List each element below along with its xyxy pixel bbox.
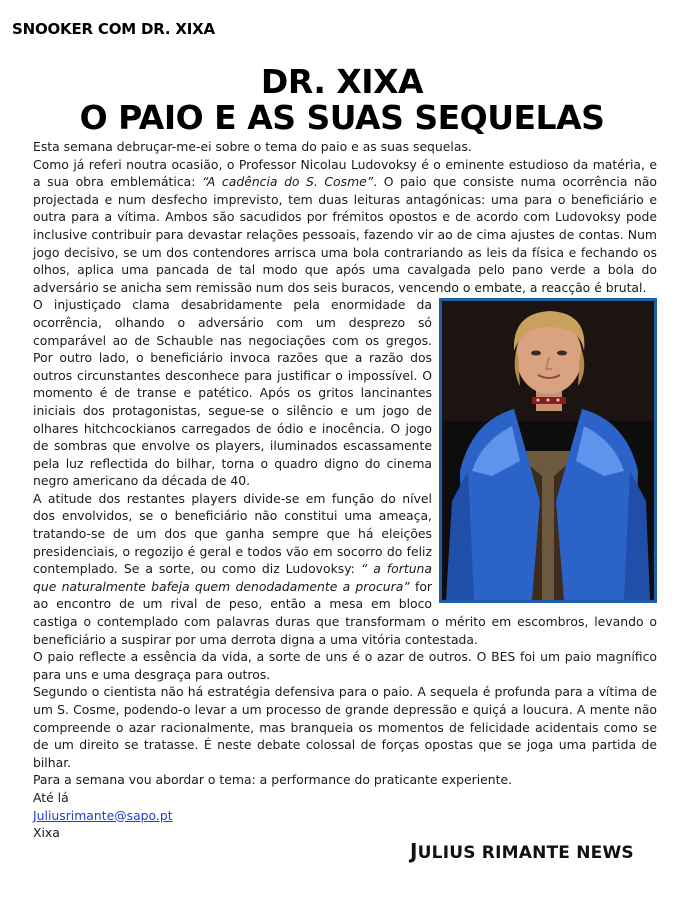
signature-closing: Até lá	[33, 789, 69, 805]
brand-initial: J	[410, 839, 418, 863]
man-in-blue-jacket-image	[442, 301, 654, 600]
paragraph-bes: O paio reflecte a essência da vida, a sorte de uns é o azar de outros. O BES foi um paio magnífico para uns e uma desgraça para outros.	[33, 649, 657, 682]
article-photo	[439, 298, 657, 603]
paragraph-next-week: Para a semana vou abordar o tema: a performance do praticante experiente.	[33, 772, 513, 788]
page-title: DR. XIXA	[260, 62, 424, 101]
article-body	[33, 138, 657, 842]
paragraph-ludovoksy: Como já referi noutra ocasião, o Professor Nicolau Ludovoksy é o eminente estudioso da matéria, e a sua obra emblemática: “A cadência do S. Cosme”. O paio que consiste numa ocorrência não projectada e num desfecho imprevisto, tem duas leituras antagónicas: uma para o beneficiário e outra para a vítima. Ambos são sacudidos por frémitos opostos e de acordo com Ludovoksy pode inclusive contribuir para devastar relações pessoais, fazendo vir ao de cima ajustes de contas. Num jogo decisivo, se um dos contendores arrisca uma bola contrariando as leis da física e fechando os olhos, aplica uma pancada de tal modo que após uma cavalgada pelo pano verde a bola do adversário se anicha sem remissão num dos seis buracos, vencendo o embate, a reacção é brutal.	[33, 156, 657, 295]
column-tag: SNOOKER COM DR. XIXA	[12, 20, 215, 38]
paragraph-intro: Esta semana debruçar-me-ei sobre o tema do paio e as suas sequelas.	[33, 139, 472, 154]
publication-brand	[410, 839, 634, 863]
paragraph-victim: O injustiçado clama desabridamente pela enormidade da ocorrência, olhando o adversário com um desprezo só comparável ao de Schauble nas negociações com os gregos. Por outro lado, o beneficiário invoca razões que a razão dos outros circunstantes desconhece para justificar o impossível. O momento é de transe e patético. Após os gritos lancinantes iniciais dos protagonistas, segue-se o silêncio e um jogo de olhares hitchcockianos carregados de ódio e inocência. O jogo de sombras que envolve os players, iluminados escassamente pela luz reflectida do bilhar, torna o quadro digno do cinema negro americano da década de 40.	[33, 296, 657, 490]
author-email-link[interactable]: Juliusrimante@sapo.pt	[33, 807, 173, 823]
fortune-quote: “ a fortuna que naturalmente bafeja quem denodadamente a procura”	[33, 561, 432, 594]
paragraph-attitudes: A atitude dos restantes players divide-se em função do nível dos envolvidos, se o beneficiário não constitui uma ameaça, tratando-se de um dos que ganha sempre que há eleições presidenciais, o regozijo é geral e todos vão em socorro do feliz contemplado. Se a sorte, ou como diz Ludovoksy: “ a fortuna que naturalmente bafeja quem denodadamente a procura” for ao encontro de um rival de peso, então a mesa em bloco castiga o contemplado com palavras duras que transformam o mérito em escombros, levando o beneficiário a suspirar por uma derrota digna a uma vitória contestada.	[33, 490, 657, 647]
brand-rest: ULIUS RIMANTE NEWS	[417, 843, 634, 863]
page-subtitle: O PAIO E AS SUAS SEQUELAS	[79, 98, 605, 137]
signature-name: Xixa	[33, 825, 60, 841]
paragraph-scientist: Segundo o cientista não há estratégia defensiva para o paio. A sequela é profunda para a vítima de um S. Cosme, podendo-o levar a um processo de grande depressão e quiçá a loucura. A mente não compreende o azar racionalmente, mas branqueia os momentos de felicidade acidentais como se de um direito se tratasse. É neste debate colossal de forças opostas que se joga uma partida de bilhar.	[33, 684, 657, 770]
book-title-quote: “A cadência do S. Cosme”	[201, 174, 374, 190]
